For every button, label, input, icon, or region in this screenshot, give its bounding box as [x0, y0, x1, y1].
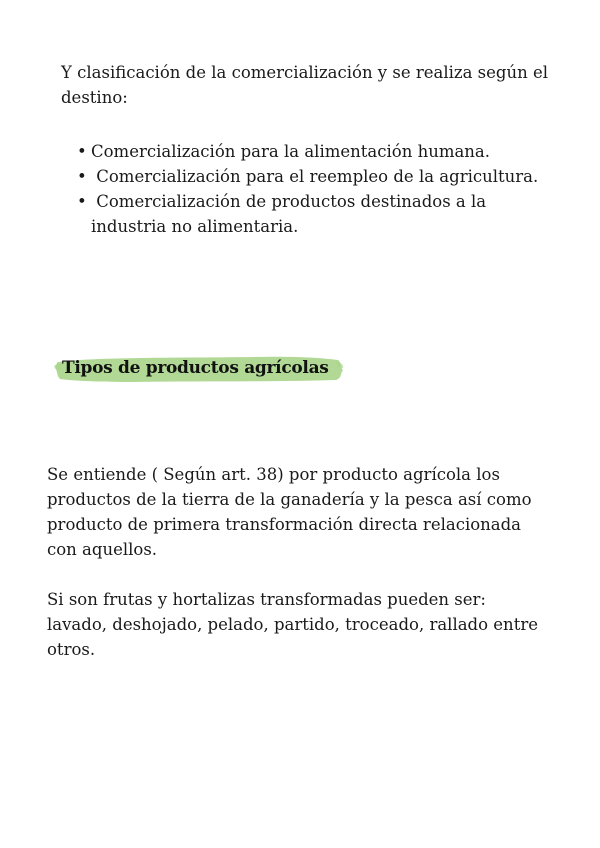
paragraph-line: lavado, deshojado, pelado, partido, troceado, rallado entre: [47, 615, 538, 634]
list-item-text: Comercialización de productos destinados a la: [91, 192, 487, 211]
section-heading: Tipos de productos agrícolas: [62, 358, 329, 378]
list-item-text: industria no alimentaria.: [91, 217, 299, 236]
list-item: [77, 139, 541, 164]
bullet-icon: •: [77, 192, 87, 211]
paragraph-line: producto de primera transformación directa relacionada: [47, 515, 522, 534]
destination-list: [77, 139, 541, 239]
list-item: [77, 164, 541, 189]
list-item: [77, 189, 541, 239]
intro-line: destino:: [61, 88, 128, 107]
intro-line: Y clasificación de la comercialización y se realiza según el: [61, 63, 549, 82]
list-item-text: Comercialización para la alimentación humana.: [91, 142, 491, 161]
list-item-text: Comercialización para el reempleo de la agricultura.: [91, 167, 539, 186]
bullet-icon: •: [77, 167, 87, 186]
section-heading-block: [54, 353, 344, 383]
paragraph-line: con aquellos.: [47, 540, 158, 559]
transformation-paragraph: [47, 587, 547, 662]
definition-paragraph: [47, 462, 547, 562]
paragraph-line: Si son frutas y hortalizas transformadas pueden ser:: [47, 590, 486, 609]
paragraph-line: productos de la tierra de la ganadería y la pesca así como: [47, 490, 532, 509]
paragraph-line: Se entiende ( Según art. 38) por producto agrícola los: [47, 465, 500, 484]
bullet-icon: •: [77, 142, 87, 161]
paragraph-line: otros.: [47, 640, 96, 659]
intro-paragraph: [61, 60, 551, 110]
